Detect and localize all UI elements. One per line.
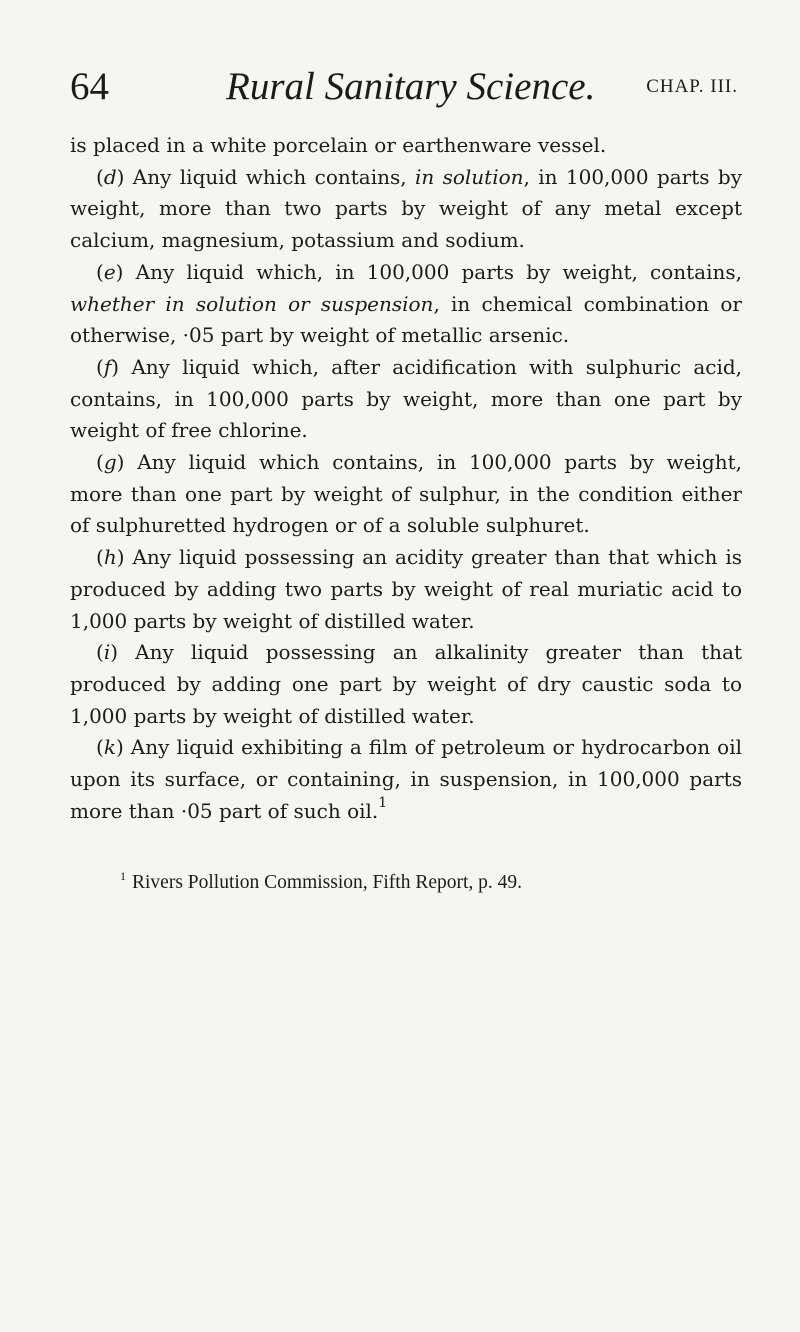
paragraph-i: (i) Any liquid possessing an alkalinity greater than that produced by adding one part by weight of dry caustic soda to 1,000 parts by weight of distilled water. — [70, 640, 742, 728]
footnote-text: Rivers Pollution Commission, Fifth Report, p. 49. — [132, 872, 523, 893]
paragraph-g: (g) Any liquid which contains, in 100,000 parts by weight, more than one part by weight of sulphur, in the condition either of sulphuretted hydrogen or of a soluble sulphuret. — [70, 450, 742, 538]
paragraph-text: , in 100,000 parts by weight, more than two parts by weight of any metal except calcium, magnesium, potassium and sodium. — [70, 164, 742, 253]
italic-phrase: in solution — [414, 164, 524, 189]
item-label: k — [103, 735, 116, 760]
body-text — [70, 130, 742, 827]
paragraph-h: (h) Any liquid possessing an acidity greater than that which is produced by adding two parts by weight of real muriatic acid to 1,000 parts by weight of distilled water. — [70, 545, 742, 633]
item-label: f — [103, 354, 112, 379]
paragraph-text: Any liquid possessing an alkalinity greater than that produced by adding one part by weight of dry caustic soda to 1,000 parts by weight of distilled water. — [70, 640, 742, 728]
paragraph-d: (d) Any liquid which contains, in solution, in 100,000 parts by weight, more than two parts by weight of any metal except calcium, magnesium, potassium and sodium. — [70, 164, 742, 253]
page-number: 64 — [70, 65, 109, 108]
footnote-marker: 1 — [120, 869, 126, 883]
footnote-ref[interactable]: 1 — [378, 794, 388, 811]
paragraph-e: (e) Any liquid which, in 100,000 parts by weight, contains, whether in solution or suspension, in chemical combination or otherwise, ·05 part by weight of metallic arsenic. — [70, 259, 743, 348]
italic-phrase: whether in solution or suspension — [70, 291, 434, 316]
paragraph-text: Any liquid possessing an acidity greater than that which is produced by adding two parts by weight of real muriatic acid to 1,000 parts by weight of distilled water. — [70, 545, 742, 633]
item-label: e — [103, 259, 116, 284]
paragraph-k: (k) Any liquid exhibiting a film of petroleum or hydrocarbon oil upon its surface, or containing, in suspension, in 100,000 parts more than ·05 part of such oil.$^1$ — [70, 735, 743, 823]
paragraph-text: Any liquid which, in 100,000 parts by weight, contains, — [135, 259, 743, 284]
paragraph-text: , in chemical combination or otherwise, ·05 part by weight of metallic arsenic. — [70, 291, 742, 348]
chapter-label: CHAP. III. — [646, 76, 738, 97]
item-label: h — [103, 545, 117, 570]
paragraph-continuation: is placed in a white porcelain or earthenware vessel. — [70, 133, 607, 157]
paragraph-text: Any liquid exhibiting a film of petroleum or hydrocarbon oil upon its surface, or containing, in suspension, in 100,000 parts more than ·05 part of such oil. — [70, 735, 743, 823]
item-label: d — [103, 164, 117, 189]
item-label: i — [103, 640, 111, 665]
item-label: g — [103, 450, 117, 475]
paragraph-text: Any liquid which contains, — [132, 164, 415, 189]
paragraph-text: Any liquid which, after acidification with sulphuric acid, contains, in 100,000 parts by weight, more than one part by weight of free chlorine. — [70, 354, 742, 443]
page-header — [70, 64, 738, 110]
running-title: Rural Sanitary Science. — [226, 65, 596, 108]
paragraph-text: Any liquid which contains, in 100,000 parts by weight, more than one part by weight of sulphur, in the condition either of sulphuretted hydrogen or of a soluble sulphuret. — [70, 450, 742, 538]
footnote — [120, 870, 760, 896]
paragraph-f: (f) Any liquid which, after acidification with sulphuric acid, contains, in 100,000 parts by weight, more than one part by weight of free chlorine. — [70, 354, 742, 443]
